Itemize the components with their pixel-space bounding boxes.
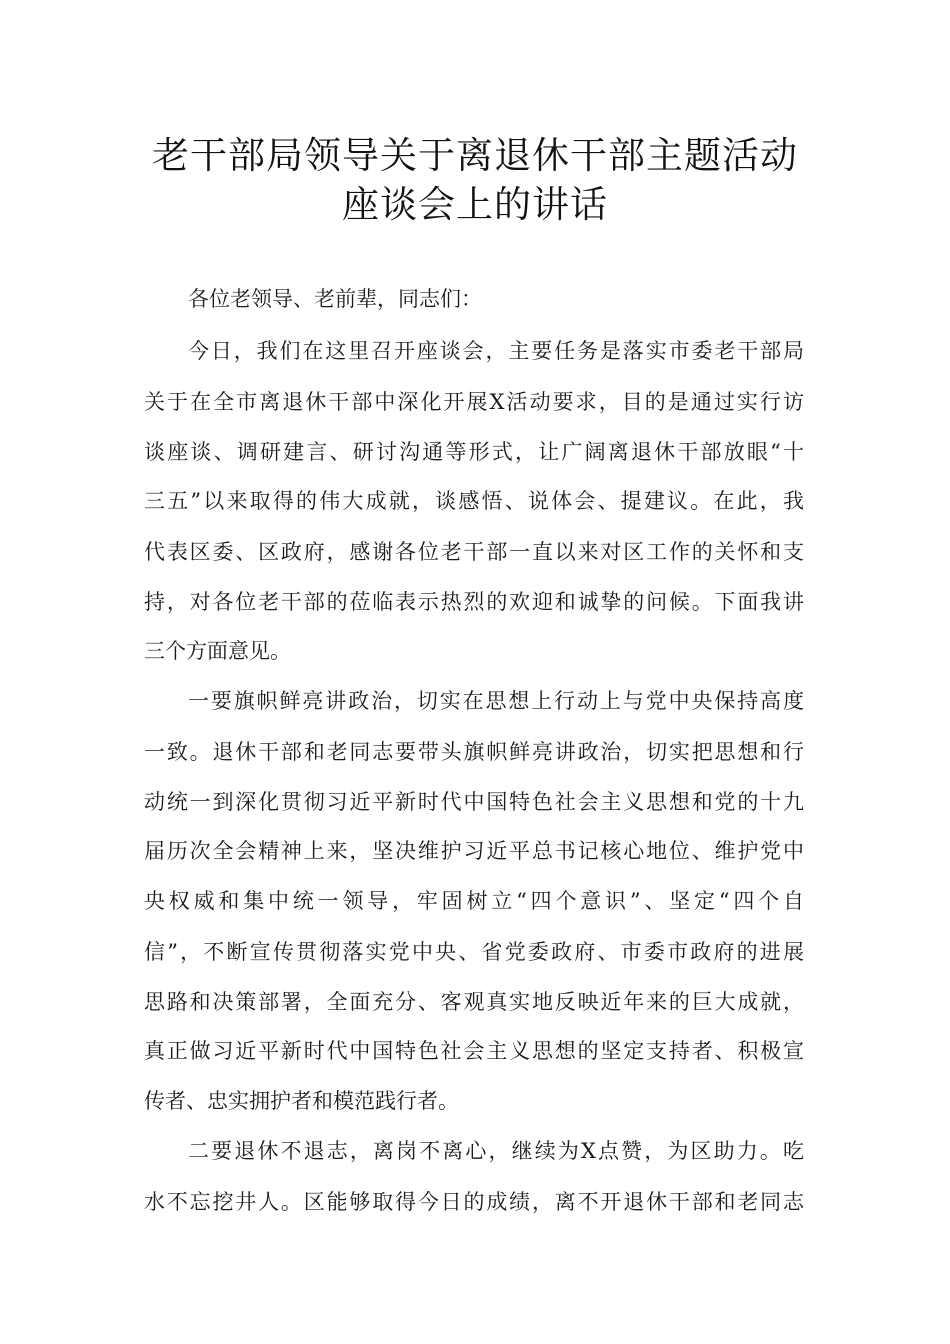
paragraph-line: 水不忘挖井人。区能够取得今日的成绩，离不开退休干部和老同志 xyxy=(144,1190,804,1214)
paragraph-line: 一要旗帜鲜亮讲政治，切实在思想上行动上与党中央保持高度 xyxy=(188,689,804,713)
paragraph-line: 思路和决策部署，全面充分、客观真实地反映近年来的巨大成就， xyxy=(144,990,804,1014)
document-title-line-1: 老干部局领导关于离退休干部主题活动 xyxy=(152,134,798,177)
paragraph-line: 一致。退休干部和老同志要带头旗帜鲜亮讲政治，切实把思想和行 xyxy=(144,740,804,764)
document-title-line-2: 座谈会上的讲话 xyxy=(342,183,608,226)
paragraph-line: 届历次全会精神上来，坚决维护习近平总书记核心地位、维护党中 xyxy=(144,839,804,863)
paragraph-line: 关于在全市离退休干部中深化开展X活动要求，目的是通过实行访 xyxy=(144,390,804,414)
paragraph-line: 代表区委、区政府，感谢各位老干部一直以来对区工作的关怀和支 xyxy=(144,540,804,564)
paragraph-line: 动统一到深化贯彻习近平新时代中国特色社会主义思想和党的十九 xyxy=(144,790,804,814)
paragraph-line: 传者、忠实拥护者和模范践行者。 xyxy=(144,1089,459,1113)
paragraph-line: 真正做习近平新时代中国特色社会主义思想的坚定支持者、积极宣 xyxy=(144,1039,804,1063)
paragraph-line: 持，对各位老干部的莅临表示热烈的欢迎和诚挚的问候。下面我讲 xyxy=(144,590,804,614)
paragraph-line: 今日，我们在这里召开座谈会，主要任务是落实市委老干部局 xyxy=(188,339,804,363)
salutation-line: 各位老领导、老前辈，同志们： xyxy=(188,287,482,311)
paragraph-line: 三个方面意见。 xyxy=(144,639,291,663)
paragraph-line: 二要退休不退志，离岗不离心，继续为X点赞，为区助力。吃 xyxy=(188,1139,804,1163)
paragraph-line: 三五”以来取得的伟大成就，谈感悟、说体会、提建议。在此，我 xyxy=(144,489,804,513)
paragraph-line: 谈座谈、调研建言、研讨沟通等形式，让广阔离退休干部放眼“十 xyxy=(144,440,804,464)
paragraph-line: 信”，不断宣传贯彻落实党中央、省党委政府、市委市政府的进展 xyxy=(144,940,804,964)
paragraph-line: 央权威和集中统一领导，牢固树立“四个意识”、坚定“四个自 xyxy=(144,889,804,913)
